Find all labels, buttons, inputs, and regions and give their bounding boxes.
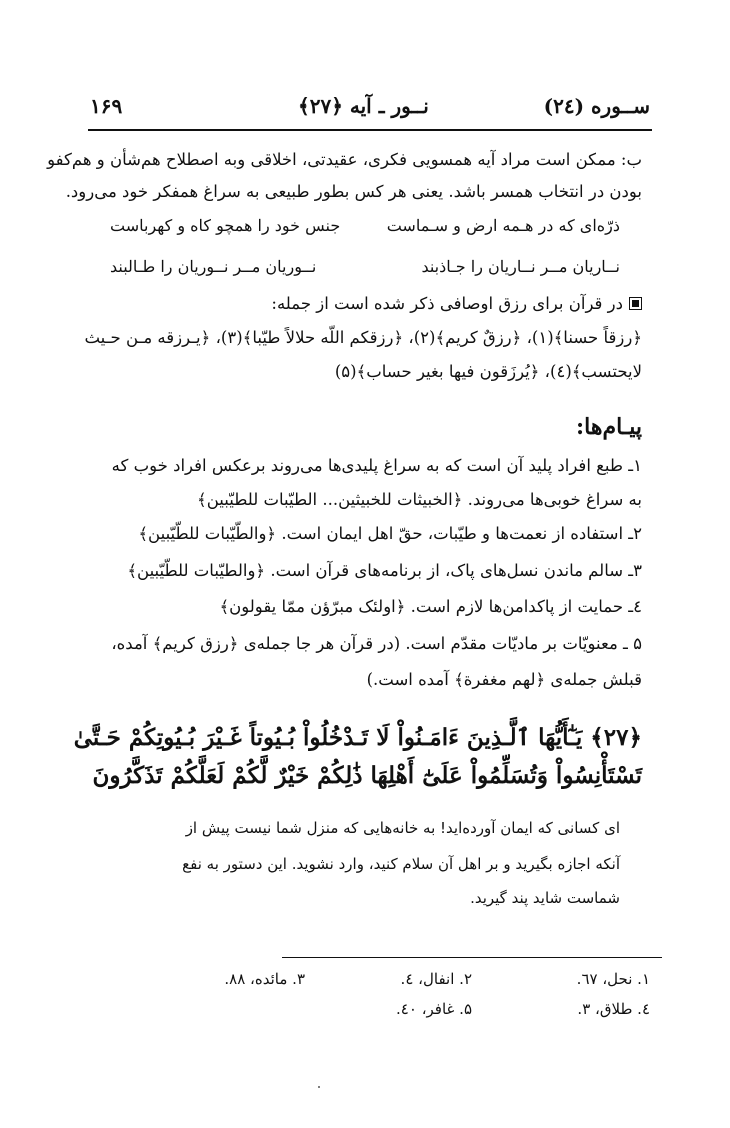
header-verse-label: نــور ـ آیه ﴿۲۷﴾ xyxy=(298,94,429,118)
quran-note-text: در قرآن برای رزق اوصافی ذکر شده است از جمله: xyxy=(271,294,623,313)
verse-line-1: ﴿۲۷﴾ یَـٰٓأَیُّهَا ٱلَّـذِینَ ءَامَـنُواْ لَا تَـدْخُلُواْ بُـیُوتاً غَـیْرَ بُـیُوتِکُمْ حَـتَّىٰ xyxy=(73,724,642,751)
message-item: ۵ ـ معنویّات بر مادیّات مقدّم است. (در قرآن هر جا جمله‌ی ﴿رزق کریم﴾ آمده، xyxy=(111,634,642,653)
message-item: ۳ـ سالم ماندن نسل‌های پاک، از برنامه‌های قرآن است. ﴿والطیّبات للطّیّبین﴾ xyxy=(127,561,642,580)
translation-line-1: ای کسانی که ایمان آورده‌اید! به خانه‌هایی که منزل شما نیست پیش از xyxy=(185,819,620,837)
header-surah-label: ســوره (۲٤) xyxy=(543,94,650,118)
page-number: ۱۶۹ xyxy=(90,94,123,118)
quran-note-line-2: ﴿رزقاً حسنا﴾(۱)، ﴿رزقٌ کریم﴾(۲)، ﴿رزقکم اللّه حلالاً طیّبا﴾(۳)، ﴿یـرزقه مـن حـیث xyxy=(84,328,642,347)
poem-hemistich: نــوریان مــر نــوریان را طـالبند xyxy=(110,257,317,276)
verse-line-2: تَسْتَأْنِسُواْ وَتُسَلِّمُواْ عَلَىٰٓ أَهْلِهَا ذَٰلِکُمْ خَیْرٌ لَّکُمْ لَعَلَّکُمْ تَذَکَّرُونَ xyxy=(92,762,642,789)
message-item-continuation: به سراغ خوبی‌ها می‌روند. ﴿الخبیثات للخبیثین... الطیّبات للطیّبین﴾ xyxy=(197,490,642,509)
message-item-continuation: قبلش جمله‌ی ﴿لهم مغفرة﴾ آمده است.) xyxy=(366,670,642,689)
footnote: ۲. انفال، ٤. xyxy=(400,970,472,988)
footnote: ٤. طلاق، ۳. xyxy=(577,1000,650,1018)
message-item: ٤ـ حمایت از پاکدامن‌ها لازم است. ﴿اولئک مبرّؤن ممّا یقولون﴾ xyxy=(219,597,642,616)
poem-hemistich: جنس خود را همچو کاه و کهرباست xyxy=(110,216,341,235)
translation-line-2: آنکه اجازه بگیرید و بر اهل آن سلام کنید، وارد نشوید. این دستور به نفع xyxy=(182,855,620,873)
poem-hemistich: نــاریان مــر نــاریان را جـاذبند xyxy=(421,257,620,276)
messages-heading: پیـام‌ها: xyxy=(576,414,642,440)
footnote: ۱. نحل، ٦۷. xyxy=(576,970,650,988)
footnote: ۵. غافر، ٤۰. xyxy=(396,1000,472,1018)
page-header xyxy=(88,94,652,128)
print-speck xyxy=(318,1086,320,1088)
quran-note-line-1 xyxy=(88,290,642,318)
footnote: ۳. مائده، ۸۸. xyxy=(224,970,305,988)
poem-hemistich: ذرّه‌ای که در هـمه ارض و سـماست xyxy=(386,216,620,235)
translation-line-3: شماست شاید پند گیرید. xyxy=(470,889,620,907)
intro-line-2: بودن در انتخاب همسر باشد. یعنی هر کس بطور طبیعی به سراغ همفکر خود می‌رود. xyxy=(65,182,642,201)
message-item: ۲ـ استفاده از نعمت‌ها و طیّبات، حقّ اهل ایمان است. ﴿والطّیّبات للطّیّبین﴾ xyxy=(138,524,642,543)
intro-line-1: ب: ممکن است مراد آیه همسویی فکری، عقیدتی، اخلاقی وبه اصطلاح هم‌شأن و هم‌کفو xyxy=(47,150,642,169)
footnote-rule xyxy=(282,957,662,958)
square-bullet-icon xyxy=(629,297,642,310)
quran-note-line-3: لایحتسب﴾(٤)، ﴿یُرزَقون فیها بغیر حساب﴾(۵) xyxy=(334,362,642,381)
header-rule xyxy=(88,129,652,131)
message-item: ۱ـ طبع افراد پلید آن است که به سراغ پلیدی‌ها می‌روند برعکس افراد خوب که xyxy=(111,456,642,475)
